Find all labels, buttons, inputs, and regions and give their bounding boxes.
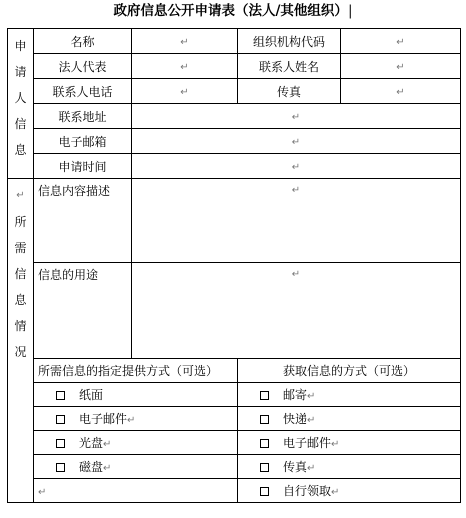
checkbox-icon[interactable]: [260, 391, 269, 400]
name-label: 名称: [34, 29, 132, 54]
apply-time-label: 申请时间: [34, 154, 132, 179]
legal-rep-input[interactable]: ↵: [132, 54, 238, 79]
checkbox-icon[interactable]: [56, 439, 65, 448]
obtain-option-pickup[interactable]: 自行领取↵: [238, 479, 461, 503]
section-return-mark: ↵: [16, 190, 25, 201]
provide-option-email[interactable]: 电子邮件↵: [34, 407, 238, 431]
checkbox-icon[interactable]: [56, 391, 65, 400]
email-label: 电子邮箱: [34, 129, 132, 154]
contact-phone-input[interactable]: ↵: [132, 79, 238, 104]
checkbox-icon[interactable]: [260, 439, 269, 448]
checkbox-icon[interactable]: [56, 415, 65, 424]
obtain-method-header: 获取信息的方式（可选）: [238, 359, 461, 383]
content-desc-input[interactable]: ↵: [132, 179, 461, 263]
content-desc-label: 信息内容描述: [34, 179, 132, 263]
obtain-option-fax[interactable]: 传真↵: [238, 455, 461, 479]
purpose-label: 信息的用途: [34, 263, 132, 359]
obtain-option-express[interactable]: 快递↵: [238, 407, 461, 431]
address-label: 联系地址: [34, 104, 132, 129]
email-input[interactable]: ↵: [132, 129, 461, 154]
contact-name-label: 联系人姓名: [238, 54, 341, 79]
apply-time-input[interactable]: ↵: [132, 154, 461, 179]
checkbox-icon[interactable]: [260, 463, 269, 472]
org-code-label: 组织机构代码: [238, 29, 341, 54]
fax-input[interactable]: ↵: [341, 79, 461, 104]
application-form-table: [7, 28, 461, 503]
obtain-option-email[interactable]: 电子邮件↵: [238, 431, 461, 455]
org-code-input[interactable]: ↵: [341, 29, 461, 54]
provide-option-empty: ↵: [34, 479, 238, 503]
address-input[interactable]: ↵: [132, 104, 461, 129]
provide-option-cd[interactable]: 光盘↵: [34, 431, 238, 455]
contact-name-input[interactable]: ↵: [341, 54, 461, 79]
checkbox-icon[interactable]: [260, 415, 269, 424]
purpose-input[interactable]: ↵: [132, 263, 461, 359]
applicant-section-label: 申 请 人 信 息: [8, 29, 34, 179]
text-cursor: |: [347, 3, 353, 19]
checkbox-icon[interactable]: [56, 463, 65, 472]
provide-option-disk[interactable]: 磁盘↵: [34, 455, 238, 479]
form-title: 政府信息公开申请表（法人/其他组织）|: [113, 3, 353, 19]
legal-rep-label: 法人代表: [34, 54, 132, 79]
checkbox-icon[interactable]: [260, 487, 269, 496]
provide-method-header: 所需信息的指定提供方式（可选）: [34, 359, 238, 383]
contact-phone-label: 联系人电话: [34, 79, 132, 104]
name-input[interactable]: ↵: [132, 29, 238, 54]
fax-label: 传真: [238, 79, 341, 104]
provide-option-paper[interactable]: 纸面: [34, 383, 238, 407]
needs-section-label: ↵ 所 需 信 息 情 况: [8, 179, 34, 503]
obtain-option-mail[interactable]: 邮寄↵: [238, 383, 461, 407]
